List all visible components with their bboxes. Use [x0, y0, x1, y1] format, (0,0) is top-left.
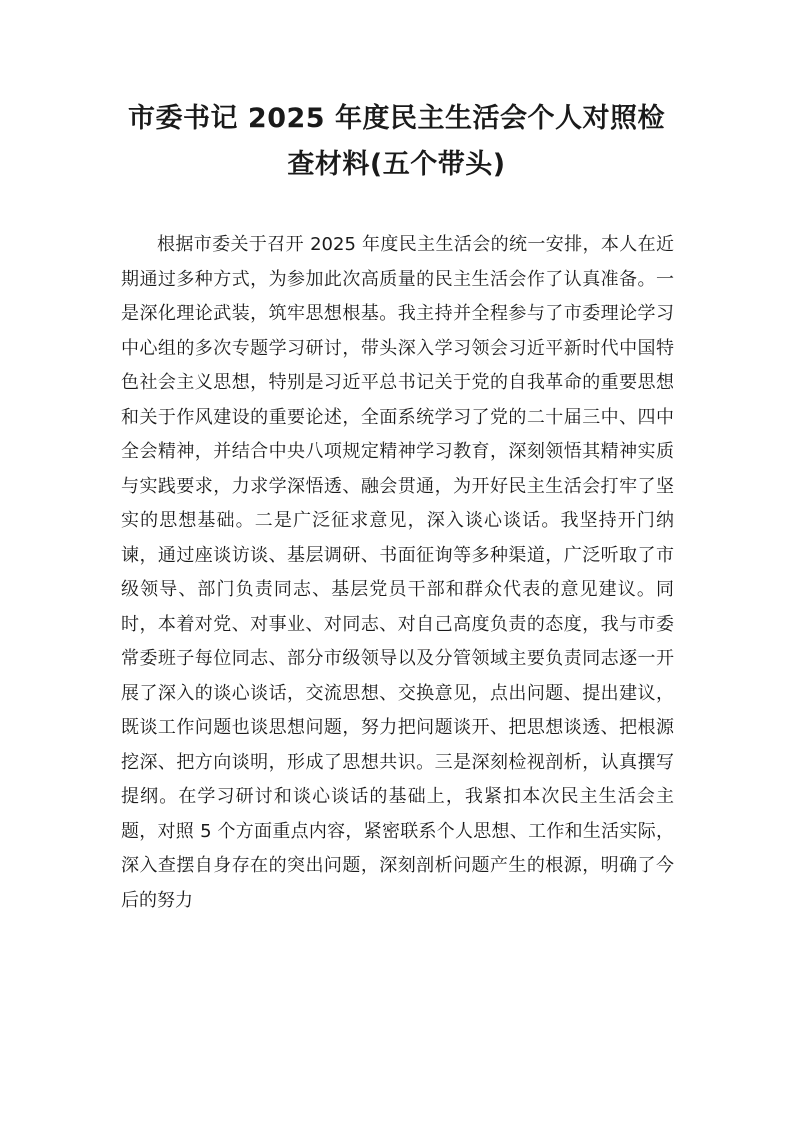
document-title: [100, 96, 693, 188]
title-line-2: 查材料(五个带头): [287, 149, 506, 180]
body-paragraph: 根据市委关于召开 2025 年度民主生活会的统一安排，本人在近期通过多种方式，为参加此次高质量的民主生活会作了认真准备。一是深化理论武装，筑牢思想根基。我主持并全程参与了市委理论学习中心组的多次专题学习研讨，带头深入学习领会习近平新时代中国特色社会主义思想，特别是习近平总书记关于党的自我革命的重要思想和关于作风建设的重要论述，全面系统学习了党的二十届三中、四中全会精神，并结合中央八项规定精神学习教育，深刻领悟其精神实质与实践要求，力求学深悟透、融会贯通，为开好民主生活会打牢了坚实的思想基础。二是广泛征求意见，深入谈心谈话。我坚持开门纳谏，通过座谈访谈、基层调研、书面征询等多种渠道，广泛听取了市级领导、部门负责同志、基层党员干部和群众代表的意见建议。同时，本着对党、对事业、对同志、对自己高度负责的态度，我与市委常委班子每位同志、部分市级领导以及分管领域主要负责同志逐一开展了深入的谈心谈话，交流思想、交换意见，点出问题、提出建议，既谈工作问题也谈思想问题，努力把问题谈开、把思想谈透、把根源挖深、把方向谈明，形成了思想共识。三是深刻检视剖析，认真撰写提纲。在学习研讨和谈心谈话的基础上，我紧扣本次民主生活会主题，对照 5 个方面重点内容，紧密联系个人思想、工作和生活实际，深入查摆自身存在的突出问题，深刻剖析问题产生的根源，明确了今后的努力: [121, 234, 674, 911]
title-line-1: 市委书记 2025 年度民主生活会个人对照检: [128, 103, 665, 134]
